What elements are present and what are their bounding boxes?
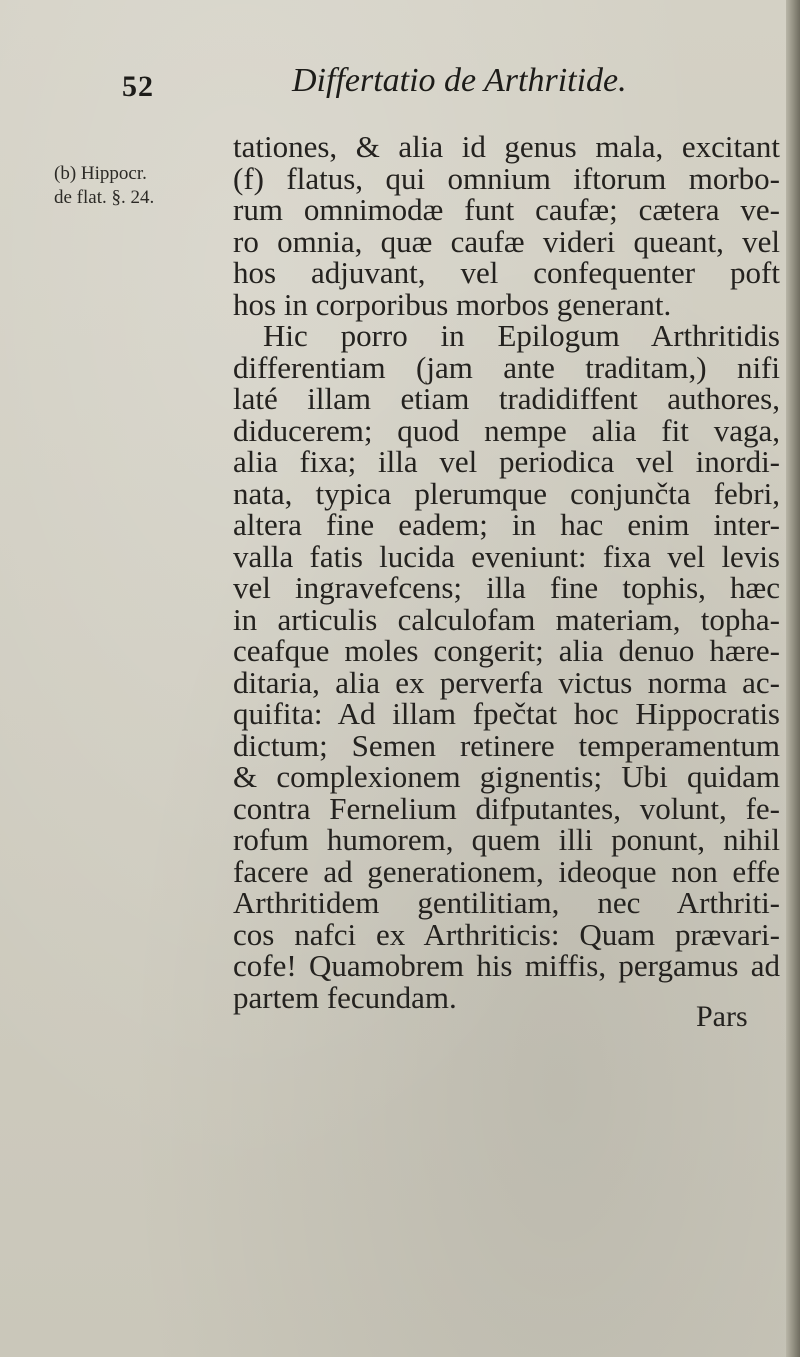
text-line: contra Fernelium difputantes, volunt, fe- <box>233 790 780 826</box>
text-line: rum omnimodæ funt caufæ; cætera ve- <box>233 192 780 227</box>
page-edge <box>786 0 800 1357</box>
text-line: vel ingravefcens; illa fine tophis, hæc <box>233 570 780 605</box>
text-line: laté illam etiam tradidiffent authores, <box>233 381 780 416</box>
marginal-note-line: de flat. §. 24. <box>54 187 155 208</box>
text-line: cos nafci ex Arthriticis: Quam prævari- <box>233 916 780 952</box>
body-text <box>233 131 780 1013</box>
text-line: Hic porro in Epilogum Arthritidis <box>263 318 780 353</box>
text-line: differentiam (jam ante traditam,) nifi <box>233 349 780 385</box>
text-line: rofum humorem, quem illi ponunt, nihil <box>233 822 780 857</box>
text-line: ro omnia, quæ caufæ videri queant, vel <box>233 223 780 259</box>
text-line: cofe! Quamobrem his miffis, pergamus ad <box>233 948 780 983</box>
marginal-note <box>54 162 159 210</box>
text-line: tationes, & alia id genus mala, excitant <box>233 129 780 164</box>
page-number: 52 <box>122 70 154 103</box>
text-line: nata, typica plerumque conjunčta febri, <box>233 475 780 511</box>
text-line: Arthritidem gentilitiam, nec Arthriti- <box>233 885 780 920</box>
text-line: ditaria, alia ex perverfa victus norma ac- <box>233 664 780 700</box>
text-line: alia fixa; illa vel periodica vel inordi- <box>233 444 780 479</box>
text-line: altera fine eadem; in hac enim inter- <box>233 507 780 542</box>
running-head: Differtatio de Arthritide. <box>292 62 627 99</box>
text-line: (f) flatus, qui omnium iftorum morbo- <box>233 160 780 196</box>
text-line: diducerem; quod nempe alia fit vaga, <box>233 412 780 448</box>
text-line: & complexionem gignentis; Ubi quidam <box>233 759 780 794</box>
text-line: quifita: Ad illam fpečtat hoc Hippocratis <box>233 696 780 731</box>
marginal-note-line: (b) Hippocr. <box>54 163 147 184</box>
text-line: partem fecundam. <box>233 979 457 1015</box>
text-line: in articulis calculofam materiam, topha- <box>233 601 780 637</box>
text-line: dictum; Semen retinere temperamentum <box>233 727 780 763</box>
text-line: valla fatis lucida eveniunt: fixa vel levis <box>233 538 780 574</box>
text-line: hos adjuvant, vel confequenter poft <box>233 255 780 290</box>
text-line: facere ad generationem, ideoque non effe <box>233 853 780 889</box>
text-line: ceafque moles congerit; alia denuo hære- <box>233 633 780 668</box>
text-line: hos in corporibus morbos generant. <box>233 286 672 322</box>
catchword: Pars <box>696 1000 748 1033</box>
